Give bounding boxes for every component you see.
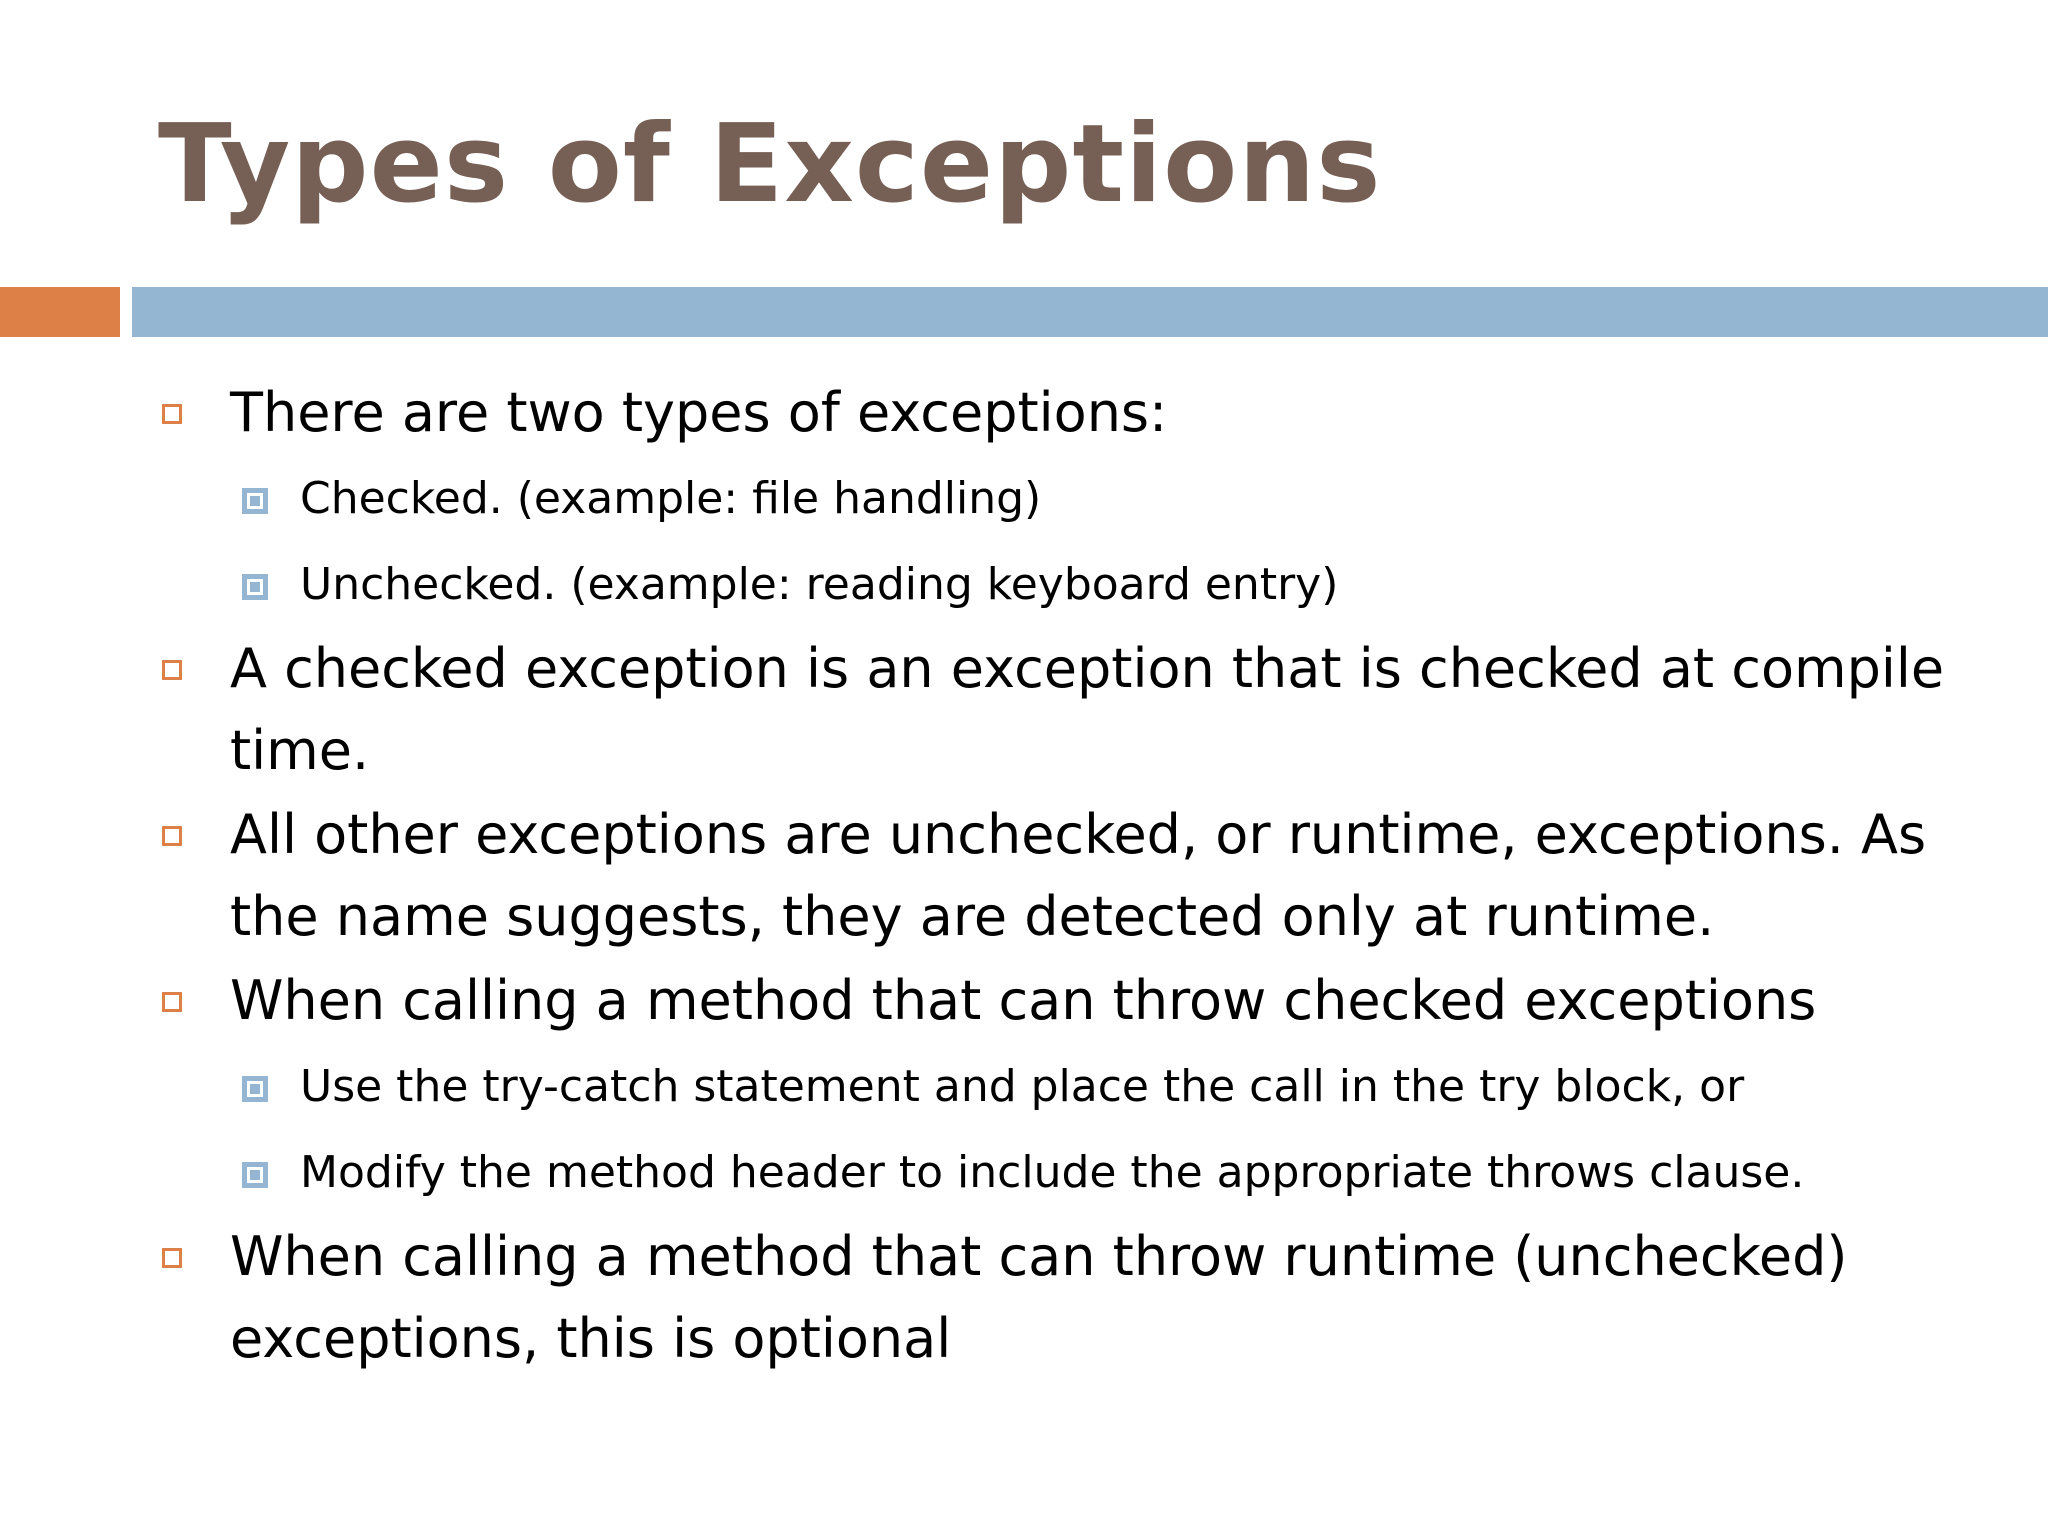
sub-bullet-item <box>158 1130 1998 1216</box>
bullet-text: There are two types of exceptions: <box>230 381 1168 444</box>
bullet-text: A checked exception is an exception that is checked at compile time. <box>230 637 1945 782</box>
hollow-square-bullet-icon <box>158 1216 230 1298</box>
sub-bullet-text: Checked. (example: file handling) <box>300 473 1042 524</box>
hollow-square-bullet-icon <box>158 794 230 876</box>
sub-bullet-item <box>158 456 1998 542</box>
bullet-text: When calling a method that can throw runtime (unchecked) exceptions, this is optional <box>230 1225 1848 1370</box>
bullet-item <box>158 628 1998 792</box>
hollow-square-bullet-icon <box>158 960 230 1042</box>
accent-bar-orange <box>0 287 120 337</box>
sub-bullet-text: Unchecked. (example: reading keyboard entry) <box>300 559 1339 610</box>
slide-title: Types of Exceptions <box>158 102 1382 227</box>
sub-bullet-item <box>158 542 1998 628</box>
blue-square-bullet-icon <box>240 1130 300 1216</box>
bullet-item <box>158 794 1998 958</box>
title-rule-bar <box>132 287 2048 337</box>
bullet-item <box>158 372 1998 454</box>
blue-square-bullet-icon <box>240 542 300 628</box>
blue-square-bullet-icon <box>240 456 300 542</box>
bullet-text: All other exceptions are unchecked, or runtime, exceptions. As the name suggests, they are detected only at runtime. <box>230 803 1927 948</box>
bullet-list <box>158 372 1998 1382</box>
hollow-square-bullet-icon <box>158 372 230 454</box>
sub-bullet-text: Use the try-catch statement and place the call in the try block, or <box>300 1061 1745 1112</box>
hollow-square-bullet-icon <box>158 628 230 710</box>
sub-bullet-text: Modify the method header to include the appropriate throws clause. <box>300 1147 1805 1198</box>
bullet-text: When calling a method that can throw checked exceptions <box>230 969 1817 1032</box>
bullet-item <box>158 960 1998 1042</box>
blue-square-bullet-icon <box>240 1044 300 1130</box>
bullet-item <box>158 1216 1998 1380</box>
sub-bullet-item <box>158 1044 1998 1130</box>
